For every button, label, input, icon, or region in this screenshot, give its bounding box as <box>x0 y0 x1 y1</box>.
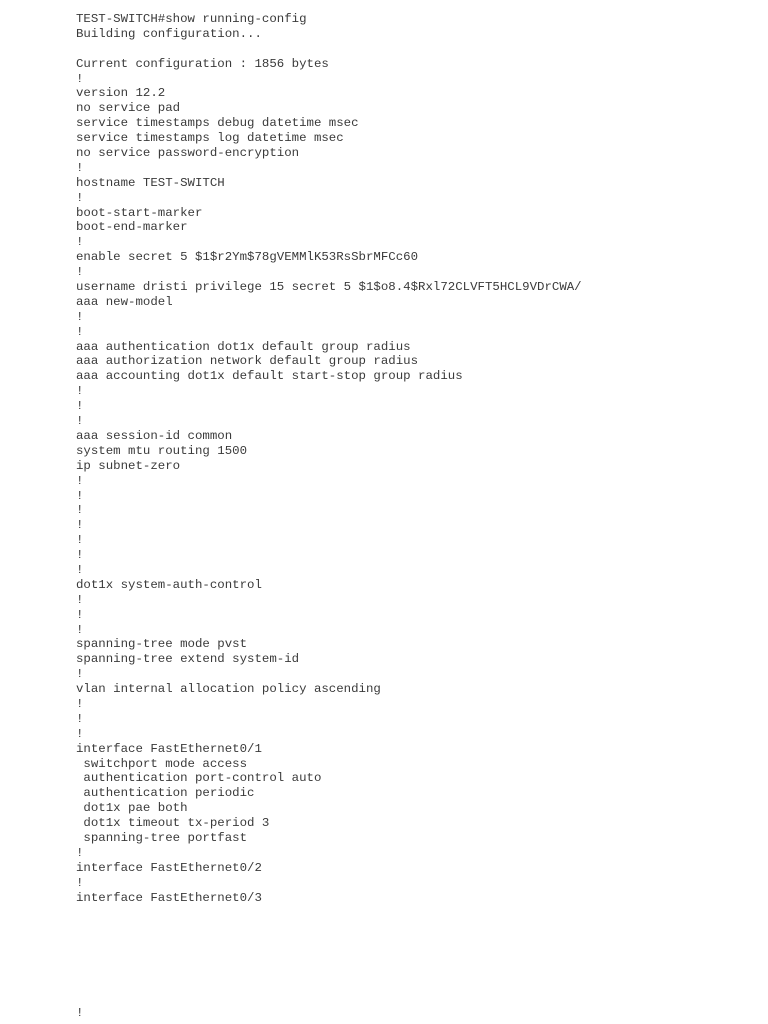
config-line: Current configuration : 1856 bytes <box>76 56 329 71</box>
config-line: ! <box>76 324 84 339</box>
config-line: dot1x timeout tx-period 3 <box>76 816 270 831</box>
config-line: aaa session-id common <box>76 428 233 443</box>
config-line: boot-end-marker <box>76 220 188 235</box>
config-line: hostname TEST-SWITCH <box>76 175 225 190</box>
config-line: ! <box>76 503 84 518</box>
config-line: ! <box>76 548 84 563</box>
config-line: ! <box>76 488 84 503</box>
running-config-continuation <box>76 1006 83 1021</box>
config-line: ! <box>76 845 84 860</box>
config-line: no service password-encryption <box>76 146 300 161</box>
config-line: dot1x system-auth-control <box>76 577 262 592</box>
config-line: ! <box>76 265 84 280</box>
config-line: interface FastEthernet0/1 <box>76 741 262 756</box>
config-line: ! <box>76 309 84 324</box>
config-line: aaa new-model <box>76 294 173 309</box>
config-line: ! <box>76 607 84 622</box>
config-line: aaa authorization network default group radius <box>76 354 419 369</box>
config-line: ! <box>76 384 84 399</box>
config-line: ! <box>76 71 84 86</box>
config-line: ! <box>76 726 84 741</box>
config-line: ! <box>76 875 84 890</box>
config-line: ip subnet-zero <box>76 458 181 473</box>
config-line: dot1x pae both <box>76 801 188 816</box>
config-line: spanning-tree mode pvst <box>76 637 248 652</box>
running-config-output <box>76 12 582 905</box>
config-line: ! <box>76 473 84 488</box>
config-line: authentication periodic <box>76 786 255 801</box>
config-line: ! <box>76 592 84 607</box>
config-line: ! <box>76 235 84 250</box>
config-line: ! <box>76 622 84 637</box>
config-line: Building configuration... <box>76 26 262 41</box>
config-line: vlan internal allocation policy ascending <box>76 682 381 697</box>
config-line: authentication port-control auto <box>76 771 322 786</box>
config-line: service timestamps log datetime msec <box>76 131 344 146</box>
config-line: ! <box>76 414 84 429</box>
config-line: service timestamps debug datetime msec <box>76 116 359 131</box>
config-line: ! <box>76 562 84 577</box>
config-line: ! <box>76 518 84 533</box>
config-line: interface FastEthernet0/2 <box>76 860 262 875</box>
config-line: ! <box>76 711 84 726</box>
config-line: ! <box>76 1006 84 1020</box>
config-line: ! <box>76 667 84 682</box>
config-line: ! <box>76 190 84 205</box>
config-line: aaa authentication dot1x default group radius <box>76 339 411 354</box>
config-line: ! <box>76 160 84 175</box>
config-line: spanning-tree extend system-id <box>76 652 300 667</box>
config-line: no service pad <box>76 101 181 116</box>
config-line: switchport mode access <box>76 756 248 771</box>
config-line: enable secret 5 $1$r2Ym$78gVEMMlK53RsSbrMFCc60 <box>76 250 419 265</box>
config-line: system mtu routing 1500 <box>76 443 248 458</box>
config-line: ! <box>76 533 84 548</box>
config-line: TEST-SWITCH#show running-config <box>76 12 307 26</box>
config-line: ! <box>76 696 84 711</box>
config-line: ! <box>76 399 84 414</box>
config-line: boot-start-marker <box>76 205 203 220</box>
config-line <box>76 42 582 57</box>
config-line: aaa accounting dot1x default start-stop group radius <box>76 369 463 384</box>
config-line: version 12.2 <box>76 86 166 101</box>
config-line: username dristi privilege 15 secret 5 $1$o8.4$Rxl72CLVFT5HCL9VDrCWA/ <box>76 280 582 295</box>
config-line: spanning-tree portfast <box>76 830 248 845</box>
config-line: interface FastEthernet0/3 <box>76 890 262 905</box>
